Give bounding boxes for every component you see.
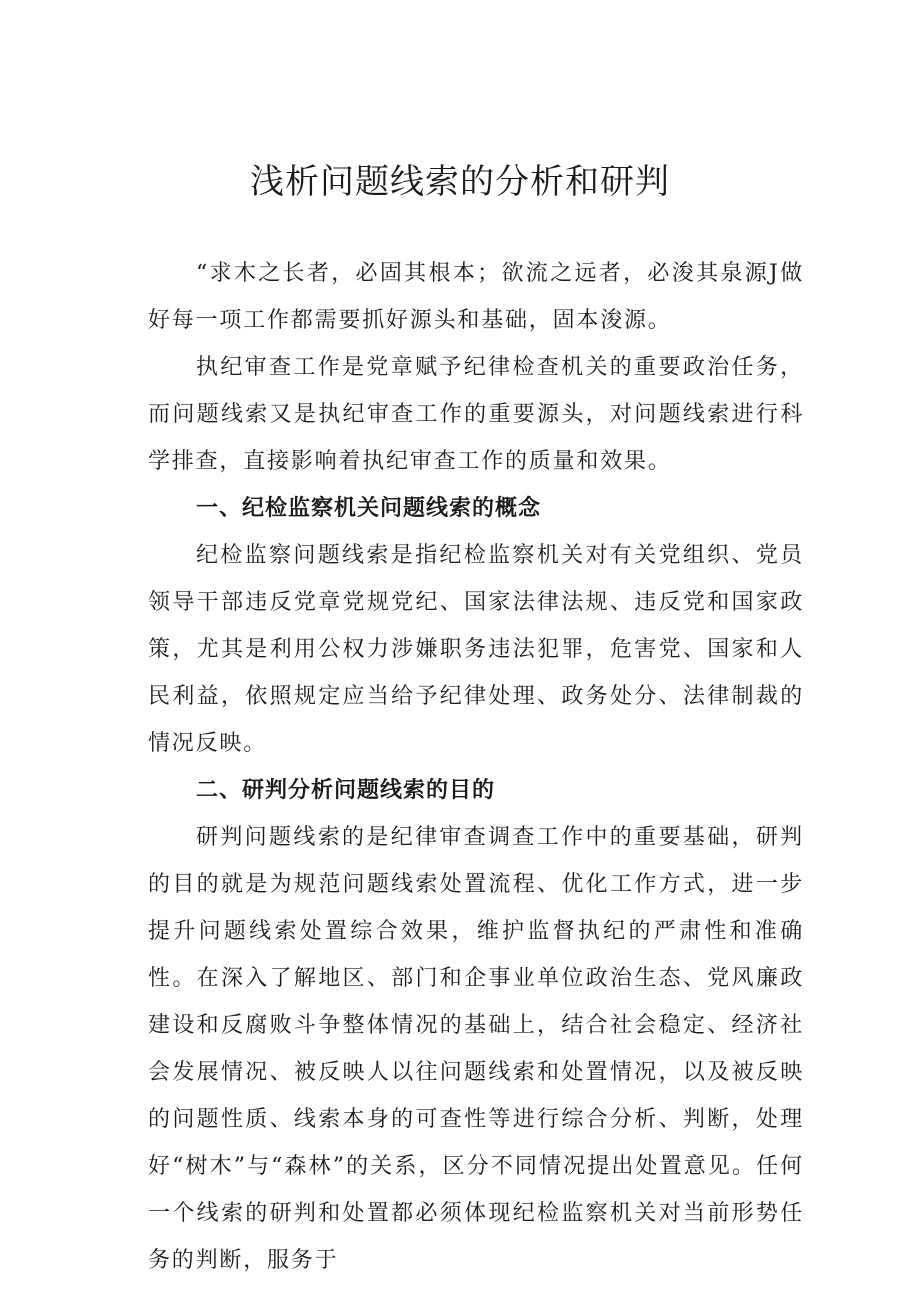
context-paragraph: 执纪审查工作是党章赋予纪律检查机关的重要政治任务，而问题线索又是执纪审查工作的重要源头，对问题线索进行科学排查，直接影响着执纪审查工作的质量和效果。	[148, 355, 804, 474]
section-paragraph: 纪检监察问题线索是指纪检监察机关对有关党组织、党员领导干部违反党章党规党纪、国家法律法规、违反党和国家政策，尤其是利用公权力涉嫌职务违法犯罪，危害党、国家和人民利益，依照规定应当给予纪律处理、政务处分、法律制裁的情况反映。	[148, 543, 804, 756]
document-title: 浅析问题线索的分析和研判	[250, 162, 670, 202]
intro-paragraph: “求木之长者，必固其根本；欲流之远者，必浚其泉源J做好每一项工作都需要抓好源头和基础，固本浚源。	[148, 261, 804, 333]
section-paragraph: 研判问题线索的是纪律审查调查工作中的重要基础，研判的目的就是为规范问题线索处置流程、优化工作方式，进一步提升问题线索处置综合效果，维护监督执纪的严肃性和准确性。在深入了解地区、部门和企事业单位政治生态、党风廉政建设和反腐败斗争整体情况的基础上，结合社会稳定、经济社会发展情况、被反映人以往问题线索和处置情况，以及被反映的问题性质、线索本身的可查性等进行综合分析、判断，处理好“树木”与“森林”的关系，区分不同情况提出处置意见。任何一个线索的研判和处置都必须体现纪检监察机关对当前形势任务的判断，服务于	[148, 825, 804, 1273]
section-heading: 一、纪检监察机关问题线索的概念	[196, 496, 542, 521]
document-body	[148, 250, 804, 1284]
section-heading: 二、研判分析问题线索的目的	[196, 778, 496, 803]
